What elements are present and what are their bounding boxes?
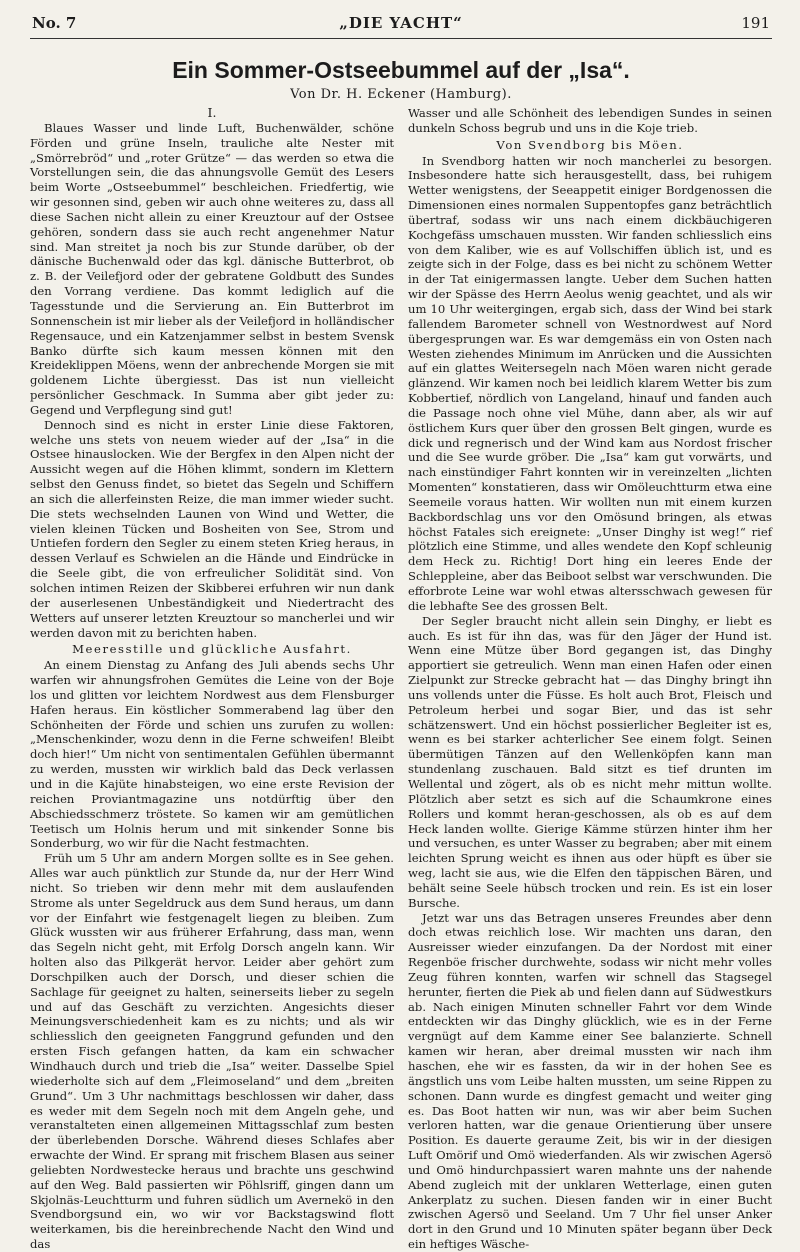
subheading: Von Svendborg bis Möen. — [496, 137, 684, 152]
page-number: 191 — [741, 14, 770, 32]
issue-number: No. 7 — [32, 14, 77, 32]
paragraph: Früh um 5 Uhr am andern Morgen sollte es in See gehen. Alles war auch pünktlich zur Stunde da, nur der Herr Wind nicht. So trieben wir denn mehr mit dem auslaufenden Strome als unter Segeldruck aus dem Sund heraus, um dann vor der Einfahrt wie festgenagelt liegen zu bleiben. Zum Glück wussten wir aus früherer Erfahrung, dass man, wenn das Segeln nicht geht, mit Erfolg Dorsch angeln kann. Wir holten also das Pilkgerät hervor. Leider aber gehört zum Dorschpilken auch der Dorsch, und dieser schien die Sachlage für geeignet zu halten, seinerseits lieber zu segeln und auf das Geschäft zu verzichten. Angesichts dieser Meinungsverschiedenheit kam es zu nichts; und als wir schliesslich den geeigneten Fanggrund gefunden und den ersten Fisch gefangen hatten, da kam ein schwacher Windhauch durch und trieb die „Isa“ weiter. Dasselbe Spiel wiederholte sich auf dem „Fleimoseland“ und dem „breiten Grund“. Um 3 Uhr nachmittags beschlossen wir daher, dass es weder mit dem Segeln noch mit dem Angeln gehe, und veranstalteten einen allgemeinen Mittagsschlaf zum besten der überlebenden Dorsche. Während dieses Schlafes aber erwachte der Wind. Er sprang mit frischem Blasen aus seiner geliebten Nordwestecke heraus und brachte uns geschwind auf den Weg. Bald passierten wir Pöhlsriff, gingen dann um Skjolnäs-Leuchtturm und fuhren südlich um Avernekö in den Svendborgsund ein, wo wir vor Backstagswind flott weiterkamen, bis die hereinbrechende Nacht den Wind und das — [30, 851, 394, 1252]
paragraph: In Svendborg hatten wir noch mancherlei zu besorgen. Insbesondere hatte sich herausgestellt, dass, bei ruhigem Wetter wenigstens, der Seeappetit einiger Bordgenossen die Dimensionen eines normalen Suppentopfes ganz beträchtlich übertraf, sodass wir uns nach einem dickbäuchigeren Kochgefäss umschauen mussten. Wir fanden schliesslich eins von dem Kaliber, wie es auf Vollschiffen üblich ist, und es zeigte sich in der Folge, dass es bei nicht zu schönem Wetter in der Tat einigermassen langte. Ueber dem Suchen hatten wir der Spässe des Herrn Aeolus wenig geachtet, und als wir um 10 Uhr weitergingen, ergab sich, dass der Wind bei stark fallendem Barometer schnell von Westnordwest auf Nord übergesprungen war. Es war demgemäss ein von Osten nach Westen ziehendes Minimum im Anrücken und die Aussichten auf ein glattes Weitersegeln nach Möen waren nicht gerade glänzend. Wir kamen noch bei leidlich klarem Wetter bis zum Kobbertief, nördlich von Langeland, hinauf und fanden auch die Passage noch ohne viel Mühe, dann aber, als wir auf östlichem Kurs quer über den grossen Belt gingen, wurde es dick und regnerisch und der Wind kam aus Nordost frischer und die See wurde gröber. Die „Isa“ kam gut vorwärts, und nach einstündiger Fahrt konnten wir in vereinzelten „lichten Momenten“ konstatieren, dass wir Omöleuchtturm etwa eine Seemeile voraus hatten. Wir wollten nun mit einem kurzen Backbordschlag uns vor den Omösund bringen, als etwas höchst Fatales sich ereignete: „Unser Dinghy ist weg!“ rief plötzlich eine Stimme, und alles wendete den Kopf schleunig dem Heck zu. Richtig! Dort hing ein leeres Ende der Schleppleine, aber das Beiboot selbst war verschwunden. Die efforbrote Leine war wohl etwas altersschwach gewesen für die lebhafte See des grossen Belt. — [408, 153, 772, 613]
paragraph: Blaues Wasser und linde Luft, Buchenwälder, schöne Förden und grüne Inseln, trauliche alte Nester mit „Smörrebröd“ und „roter Grütze“ — das werden so etwa die Vorstellungen sein, die das ahnungsvolle Gemüt des Lesers beim Worte „Ostseebummel“ beschleichen. Friedfertig, wie wir gesonnen sind, geben wir auch ohne weiteres zu, dass all diese Sachen nicht allein zu einer Kreuztour auf der Ostsee gehören, sondern dass sie auch recht angenehmer Natur sind. Man streitet ja noch bis zur Stunde darüber, ob der dänische Buchenwald oder das kgl. dänische Butterbrot, ob z. B. der Veilefjord oder der gebratene Goldbutt des Sundes den Vorrang verdiene. Das kommt lediglich auf die Tagesstunde und die Servierung an. Ein Butterbrot im Sonnenschein ist mir lieber als der Veilefjord in holländischer Regensauce, und ein Katzenjammer selbst in bestem Svensk Banko dürfte sich kaum messen können mit den Kreideklippen Möens, wenn der anbrechende Morgen sie mit goldenem Lichte übergiesst. Das ist nun vielleicht persönlicher Geschmack. In Summa aber gibt jeder zu: Gegend und Verpflegung sind gut! — [30, 120, 394, 417]
right-column — [408, 106, 772, 1252]
section-number: I. — [207, 105, 217, 120]
paragraph: Wasser und alle Schönheit des lebendigen Sundes in seinen dunkeln Schoss begrub und uns in die Koje trieb. — [408, 106, 772, 135]
article-body — [30, 106, 772, 1252]
article-byline: Von Dr. H. Eckener (Hamburg). — [290, 87, 512, 102]
journal-name: „DIE YACHT“ — [339, 14, 463, 32]
article-title: Ein Sommer-Ostseebummel auf der „Isa“. — [172, 57, 630, 83]
left-column — [30, 106, 394, 1252]
subheading: Meeresstille und glückliche Ausfahrt. — [72, 642, 352, 657]
running-head — [30, 8, 772, 39]
paragraph: Der Segler braucht nicht allein sein Dinghy, er liebt es auch. Es ist für ihn das, was für den Jäger der Hund ist. Wenn eine Mütze über Bord gegangen ist, das Dinghy apportiert sie getreulich. Wenn man einen Hafen oder einen Zielpunkt zur Strecke gebracht hat — das Dinghy bringt ihn uns vollends unter die Füsse. Es holt auch Brot, Fleisch und Petroleum herbei und sogar Bier, und das ist sehr schätzenswert. Und ein höchst possierlicher Begleiter ist es, wenn es bei starker achterlicher See einem folgt. Seinen übermütigen Tänzen auf den Wellenköpfen kann man stundenlang zuschauen. Bald sitzt es tief drunten im Wellental und zögert, als ob es nicht mehr mittun wollte. Plötzlich aber setzt es sich auf die Schaumkrone eines Rollers und kommt heran-geschossen, als ob es auf dem Heck landen wollte. Gierige Kämme stürzen hinter ihm her und versuchen, es unter Wasser zu begraben; aber mit einem leichten Sprung weicht es ihnen aus oder hüpft es über sie weg, lacht sie aus, wie die Elfen den täppischen Bären, und behält seine Seele hübsch trocken und rein. Es ist ein loser Bursche. — [408, 613, 772, 910]
paragraph: Jetzt war uns das Betragen unseres Freundes aber denn doch etwas reichlich lose. Wir machten uns daran, den Ausreisser wieder einzufangen. Da der Nordost mit einer Regenböe frischer durchwehte, sodass wir nicht mehr volles Zeug führen konnten, warfen wir schnell das Stagsegel herunter, fierten die Piek ab und fielen dann auf Südwestkurs ab. Nach einigen Minuten schneller Fahrt vor dem Winde entdeckten wir das Dinghy glücklich, wie es in der Ferne vergnügt auf dem Kamme einer See balanzierte. Schnell kamen wir heran, aber dreimal mussten wir nach ihm haschen, ehe wir es fassten, da wir in der hohen See es ängstlich uns vom Leibe halten mussten, um seine Rippen zu schonen. Dann wurde es dingfest gemacht und weiter ging es. Das Boot hatten wir nun, was wir aber beim Suchen verloren hatten, war die genaue Orientierung über unsere Position. Es dauerte geraume Zeit, bis wir in der diesigen Luft Omörif und Omö wiederfanden. Als wir zwischen Agersö und Omö hindurchpassiert waren mahnte uns der nahende Abend zugleich mit der unklaren Wetterlage, einen guten Ankerplatz zu suchen. Diesen fanden wir in einer Bucht zwischen Agersö und Seeland. Um 7 Uhr fiel unser Anker dort in den Grund und 10 Minuten später begann über Deck ein heftiges Wäsche- — [408, 910, 772, 1252]
paragraph: An einem Dienstag zu Anfang des Juli abends sechs Uhr warfen wir ahnungsfrohen Gemütes die Leine von der Boje los und glitten vor leichtem Nordwest aus dem Flensburger Hafen heraus. Ein köstlicher Sommerabend lag über den Schönheiten der Förde und schien uns zurufen zu wollen: „Menschenkinder, wozu denn in die Ferne schweifen! Bleibt doch hier!“ Um nicht von sentimentalen Gefühlen übermannt zu werden, mussten wir wirklich bald das Deck verlassen und in die Kajüte hinabsteigen, wo eine erste Revision der reichen Proviantmagazine uns notdürftig über den Abschiedsschmerz tröstete. So kamen wir am gemütlichen Teetisch um Holnis herum und mit sinkender Sonne bis Sonderburg, wo wir für die Nacht festmachten. — [30, 658, 394, 851]
paragraph: Dennoch sind es nicht in erster Linie diese Faktoren, welche uns stets von neuem wieder auf der „Isa“ in die Ostsee hinauslocken. Wie der Bergfex in den Alpen nicht der Aussicht wegen auf die Höhen klimmt, sondern im Klettern selbst den Genuss findet, so bietet das Segeln und Schiffern an sich die allerfeinsten Reize, die man immer wieder sucht. Die stets wechselnden Launen von Wind und Wetter, die vielen kleinen Tücken und Bosheiten von See, Strom und Untiefen fordern den Segler zu einem steten Krieg heraus, in dessen Verlauf es Schwielen an die Hände und Eindrücke in die Seele gibt, die von erfreulicher Solidität sind. Von solchen intimen Reizen der Skibberei erfuhren wir nun dank der auserlesenen Unbeständigkeit und Niedertracht des Wetters auf unserer letzten Kreuztour so mancherlei und wir werden davon mit zu berichten haben. — [30, 417, 394, 640]
